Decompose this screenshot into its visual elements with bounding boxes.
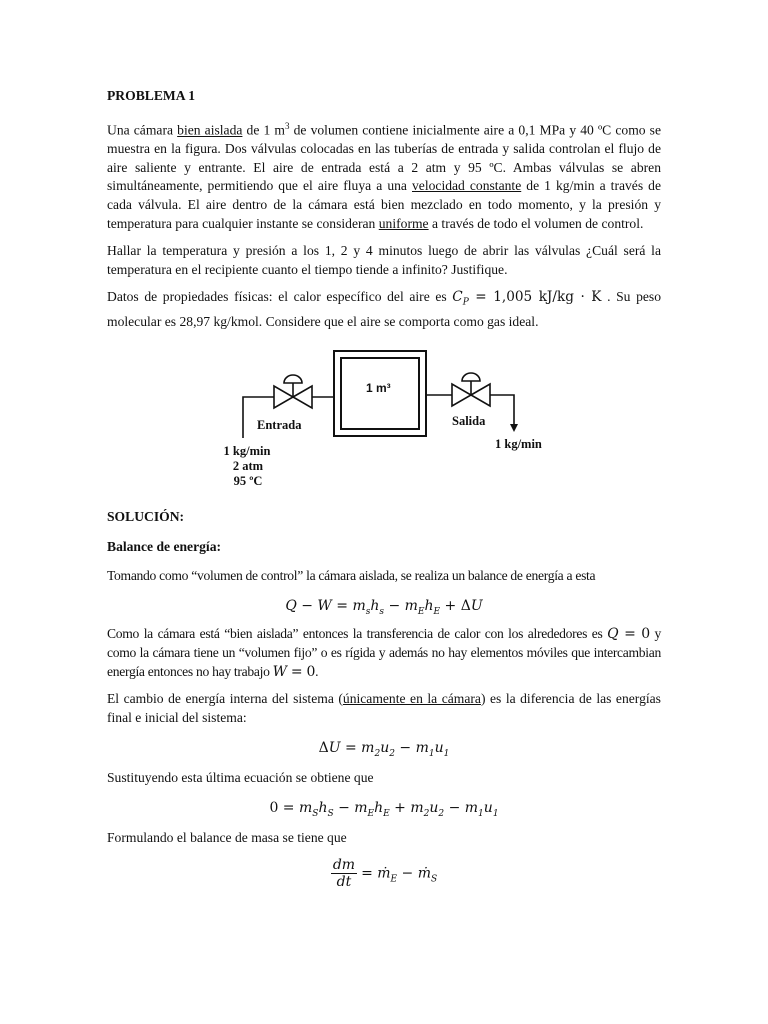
outlet-label: Salida — [452, 414, 486, 428]
w-zero-equation: W = 0 — [272, 663, 316, 680]
inlet-label: Entrada — [257, 418, 302, 432]
cp-equation: $C_P = 1,005$ kJ/kg · K — [452, 289, 602, 308]
outlet-flow: 1 kg/min — [495, 437, 542, 451]
inlet-temperature: 95 ºC — [233, 474, 263, 488]
solution-title: SOLUCIÓN: — [107, 509, 185, 524]
solution-paragraph-4: Sustituyendo esta última ecuación se obtiene que — [107, 770, 374, 786]
underlined-uniforme: uniforme — [378, 215, 429, 231]
inlet-pressure: 2 atm — [232, 459, 264, 473]
problem-title: PROBLEMA 1 — [107, 88, 195, 103]
inlet-flow: 1 kg/min — [223, 444, 271, 458]
energy-balance-title: Balance de energía: — [107, 539, 222, 554]
solution-paragraph-5: Formulando el balance de masa se tiene que — [107, 829, 347, 845]
problem-paragraph-2: Hallar la temperatura y presión a los 1, 2 y 4 minutos luego de abrir las válvulas ¿Cuál será la temperatura en el recipiente cuanto el tiempo tiende a infinito? Justifique. — [107, 243, 661, 277]
inlet-valve-icon — [274, 375, 312, 408]
energy-balance-equation: $Q - W = m_sh_s - m_Eh_E + \Delta U$ — [285, 597, 483, 617]
substituted-equation: $0 = m_Sh_S - m_Eh_E + m_2u_2 - m_1u_1$ — [269, 799, 499, 819]
underlined-bien-aislada: bien aislada — [177, 122, 243, 138]
solution-paragraph-3: El cambio de energía interna del sistema (únicamente en la cámara) es la diferencia de las energías final e inicial del sistema: — [107, 691, 661, 725]
mass-balance-equation: $\frac{dm}{dt}$ = ṁ$_E$ − ṁ$_S$ — [332, 857, 438, 891]
outlet-valve-icon — [452, 373, 490, 406]
chamber-volume-label: 1 m³ — [366, 381, 391, 395]
outlet-arrow — [510, 424, 518, 432]
problem-paragraph-1: Una cámara bien aislada de 1 $m^3$ de volumen contiene inicialmente aire a 0,1 MPa y 40 ºC como se muestra en la figura. Dos válvulas colocadas en las tuberías de entrada y salida controlan el flujo de aire saliente y entrante. El aire de entrada está a 2 atm y 95 ºC. Ambas válvulas se abren simultáneamente, permitiendo que el aire fluya a una velocidad constante de 1 kg/min a través de cada válvula. El aire dentro de la cámara está bien mezclado en todo momento, y la presión y temperatura para cualquier instante se consideran uniforme a través de todo el volumen de control. — [107, 121, 662, 231]
solution-paragraph-1: Tomando como “volumen de control” la cámara aislada, se realiza un balance de energía a esta — [107, 568, 596, 583]
underlined-unicamente: únicamente en la cámara — [342, 691, 481, 707]
internal-energy-equation: $\Delta U = m_2u_2 - m_1u_1$ — [318, 740, 450, 760]
inlet-conditions — [222, 444, 274, 489]
solution-paragraph-2: Como la cámara está “bien aislada” entonces la transferencia de calor con los alrededores es Q = 0 y como la cámara tiene un “volumen fijo” o es rígida y además no hay elementos móviles que intercambian energía entonces no hay trabajo W = 0. — [107, 626, 662, 680]
underlined-velocidad-constante: velocidad constante — [412, 178, 522, 194]
solution-section — [107, 509, 661, 890]
problem-paragraph-3: Datos de propiedades físicas: el calor específico del aire es $C_P = 1,005$ kJ/kg · K . Su peso molecular es 28,97 kg/kmol. Considere que el aire se comporta como gas ideal. — [107, 289, 661, 329]
q-zero-equation: Q = 0 — [607, 626, 650, 643]
